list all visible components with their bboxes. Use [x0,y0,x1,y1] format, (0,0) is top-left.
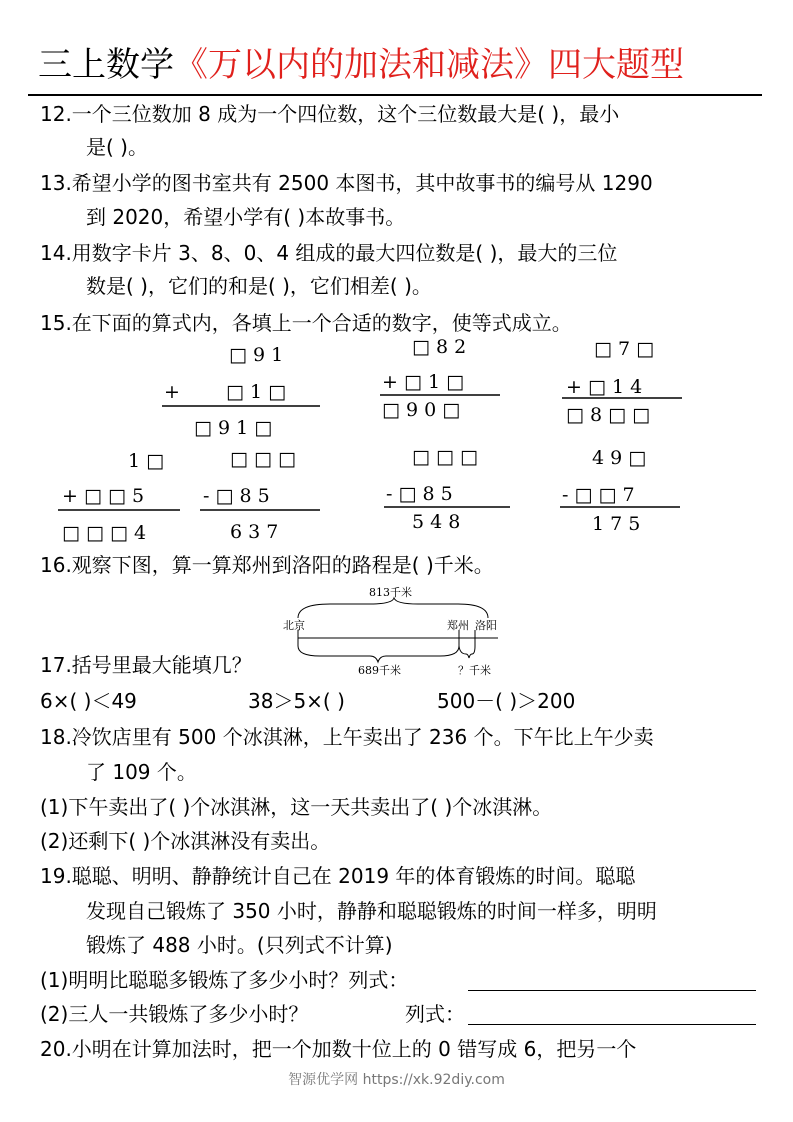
p3-row3: □ 8 □ □ [566,404,651,426]
q20-line1: 20.小明在计算加法时，把一个加数十位上的 0 错写成 6，把另一个 [40,1037,637,1061]
p4-row2: + □ □ 5 [62,485,145,507]
p2-row1: □ 8 2 [412,336,467,358]
p6-row3: 5 4 8 [412,511,461,533]
footer-watermark: 智源优学网 https://xk.92diy.com [288,1072,505,1088]
top-brace [298,598,488,618]
q18-sub1: (1)下午卖出了( )个冰淇淋，这一天共卖出了( )个冰淇淋。 [40,795,553,819]
q13-line1: 13.希望小学的图书室共有 2500 本图书，其中故事书的编号从 1290 [40,171,653,195]
q19-sub1: (1)明明比聪聪多锻炼了多少小时？列式： [40,968,409,992]
p6-row2: - □ 8 5 [386,483,453,505]
p2-row2: + □ 1 □ [382,371,465,393]
p1-row3: □ 9 1 □ [194,417,273,439]
bottom-brace-1 [298,646,459,662]
page-title [38,42,684,88]
label-813: 813千米 [369,586,412,599]
p6-row1: □ □ □ [412,446,478,468]
p4-row3: □ □ □ 4 [62,522,147,544]
q17-b: 38＞5×( ) [248,689,345,713]
p7-row2: - □ □ 7 [562,484,635,506]
q18-line1: 18.冷饮店里有 500 个冰淇淋，上午卖出了 236 个。下午比上午少卖 [40,725,654,749]
q12-line1: 12.一个三位数加 8 成为一个四位数，这个三位数最大是( )，最小 [40,102,620,126]
q19-answer-line-2[interactable] [468,1024,756,1025]
q15-puzzles [0,330,793,550]
q18-line2: 了 109 个。 [86,760,197,784]
q17-c: 500－( )＞200 [437,689,576,713]
q19-line3: 锻炼了 488 小时。(只列式不计算) [86,933,393,957]
label-luoyang: 洛阳 [475,619,497,632]
q19-answer-line-1[interactable] [468,990,756,991]
q14-line1: 14.用数字卡片 3、8、0、4 组成的最大四位数是( )，最大的三位 [40,241,618,265]
q15-line1: 15.在下面的算式内，各填上一个合适的数字，使等式成立。 [40,311,572,335]
q14-line2: 数是( )，它们的和是( )，它们相差( )。 [86,274,432,298]
p1-row2: □ 1 □ [226,381,287,403]
label-beijing: 北京 [283,619,305,632]
p7-row3: 1 7 5 [592,513,641,535]
q17-line1: 17.括号里最大能填几？ [40,653,252,677]
q19-line2: 发现自己锻炼了 350 小时，静静和聪聪锻炼的时间一样多，明明 [86,899,657,923]
p2-row3: □ 9 0 □ [382,399,461,421]
title-rule [28,94,762,96]
q12-line2: 是( )。 [86,135,148,159]
q18-sub2: (2)还剩下( )个冰淇淋没有卖出。 [40,829,331,853]
p1-op: + [164,381,180,403]
q19-sub2-formula: 列式： [405,1002,465,1026]
label-zhengzhou: 郑州 [447,619,469,632]
p4-row1: 1 □ [128,450,165,472]
label-unknown: ？千米 [458,664,491,677]
p5-row3: 6 3 7 [230,521,279,543]
p3-row2: + □ 1 4 [566,376,643,398]
title-black: 三上数学 [38,45,174,85]
title-red: 《万以内的加法和减法》四大题型 [174,45,684,85]
q17-a: 6×( )＜49 [40,689,137,713]
q19-sub2: (2)三人一共锻炼了多少小时？ [40,1002,309,1026]
q16-line1: 16.观察下图，算一算郑州到洛阳的路程是( )千米。 [40,553,494,577]
p5-row2: - □ 8 5 [203,485,270,507]
q13-line2: 到 2020，希望小学有( )本故事书。 [86,205,406,229]
bottom-brace-2 [459,646,475,658]
p7-row1: 4 9 □ [592,447,647,469]
p5-row1: □ □ □ [230,448,296,470]
q19-line1: 19.聪聪、明明、静静统计自己在 2019 年的体育锻炼的时间。聪聪 [40,864,636,888]
p1-row1: □ 9 1 [229,344,284,366]
p3-row1: □ 7 □ [594,338,655,360]
label-689: 689千米 [358,664,401,677]
